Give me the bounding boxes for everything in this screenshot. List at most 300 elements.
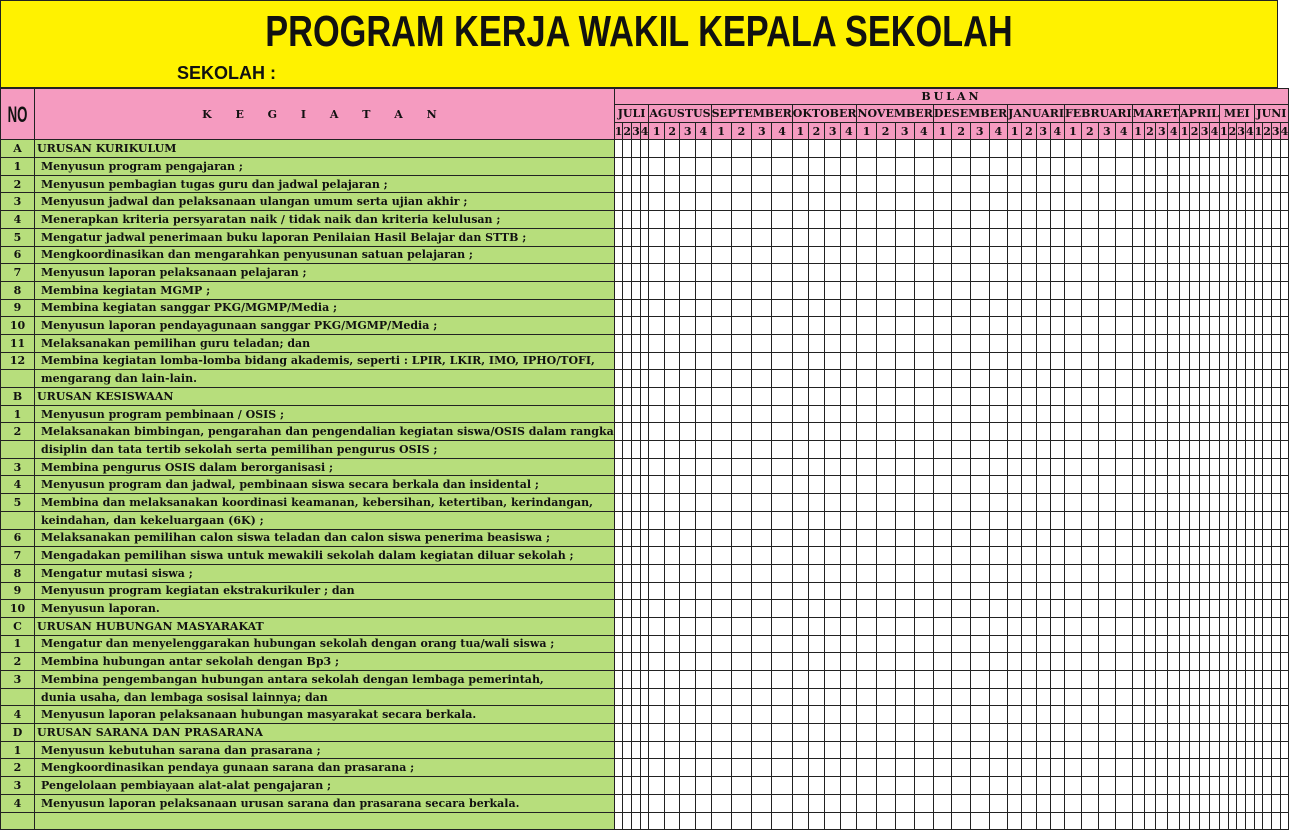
schedule-cell[interactable] (1156, 600, 1168, 618)
schedule-cell[interactable] (876, 158, 895, 176)
schedule-cell[interactable] (841, 158, 857, 176)
schedule-cell[interactable] (1050, 334, 1064, 352)
schedule-cell[interactable] (1254, 458, 1263, 476)
schedule-cell[interactable] (680, 441, 696, 459)
schedule-cell[interactable] (792, 724, 808, 742)
schedule-cell[interactable] (680, 334, 696, 352)
schedule-cell[interactable] (680, 317, 696, 335)
schedule-cell[interactable] (1168, 741, 1180, 759)
schedule-cell[interactable] (876, 617, 895, 635)
schedule-cell[interactable] (1081, 759, 1098, 777)
schedule-cell[interactable] (1098, 724, 1115, 742)
schedule-cell[interactable] (664, 299, 680, 317)
schedule-cell[interactable] (1156, 476, 1168, 494)
schedule-cell[interactable] (664, 759, 680, 777)
schedule-cell[interactable] (1254, 759, 1263, 777)
schedule-cell[interactable] (1263, 812, 1272, 830)
schedule-cell[interactable] (1008, 228, 1022, 246)
schedule-cell[interactable] (772, 724, 792, 742)
schedule-cell[interactable] (696, 211, 712, 229)
schedule-cell[interactable] (711, 476, 731, 494)
schedule-cell[interactable] (792, 777, 808, 795)
schedule-cell[interactable] (857, 724, 876, 742)
schedule-cell[interactable] (614, 246, 623, 264)
schedule-cell[interactable] (1022, 564, 1036, 582)
schedule-cell[interactable] (1280, 777, 1289, 795)
schedule-cell[interactable] (1254, 158, 1263, 176)
schedule-cell[interactable] (1200, 405, 1210, 423)
schedule-cell[interactable] (1036, 529, 1050, 547)
schedule-cell[interactable] (696, 423, 712, 441)
schedule-cell[interactable] (1190, 352, 1200, 370)
schedule-cell[interactable] (1210, 529, 1220, 547)
schedule-cell[interactable] (1180, 264, 1190, 282)
schedule-cell[interactable] (952, 423, 971, 441)
schedule-cell[interactable] (632, 264, 641, 282)
schedule-cell[interactable] (1008, 405, 1022, 423)
schedule-cell[interactable] (857, 706, 876, 724)
schedule-cell[interactable] (1190, 494, 1200, 512)
schedule-cell[interactable] (1168, 635, 1180, 653)
schedule-cell[interactable] (1219, 175, 1228, 193)
schedule-cell[interactable] (1132, 388, 1144, 406)
schedule-cell[interactable] (857, 653, 876, 671)
schedule-cell[interactable] (952, 564, 971, 582)
schedule-cell[interactable] (711, 441, 731, 459)
schedule-cell[interactable] (680, 140, 696, 158)
schedule-cell[interactable] (1263, 741, 1272, 759)
schedule-cell[interactable] (1190, 635, 1200, 653)
schedule-cell[interactable] (841, 370, 857, 388)
schedule-cell[interactable] (1210, 211, 1220, 229)
schedule-cell[interactable] (1210, 140, 1220, 158)
schedule-cell[interactable] (1228, 228, 1237, 246)
schedule-cell[interactable] (808, 405, 824, 423)
schedule-cell[interactable] (680, 794, 696, 812)
schedule-cell[interactable] (989, 600, 1008, 618)
schedule-cell[interactable] (876, 405, 895, 423)
schedule-cell[interactable] (825, 777, 841, 795)
schedule-cell[interactable] (1098, 458, 1115, 476)
schedule-cell[interactable] (808, 158, 824, 176)
schedule-cell[interactable] (731, 724, 751, 742)
schedule-cell[interactable] (632, 688, 641, 706)
schedule-cell[interactable] (649, 423, 665, 441)
schedule-cell[interactable] (640, 653, 649, 671)
schedule-cell[interactable] (1254, 281, 1263, 299)
schedule-cell[interactable] (1036, 388, 1050, 406)
schedule-cell[interactable] (792, 794, 808, 812)
schedule-cell[interactable] (1156, 228, 1168, 246)
schedule-cell[interactable] (841, 794, 857, 812)
schedule-cell[interactable] (1022, 794, 1036, 812)
schedule-cell[interactable] (632, 777, 641, 795)
schedule-cell[interactable] (614, 370, 623, 388)
schedule-cell[interactable] (640, 370, 649, 388)
schedule-cell[interactable] (1190, 794, 1200, 812)
schedule-cell[interactable] (933, 741, 952, 759)
schedule-cell[interactable] (895, 299, 914, 317)
schedule-cell[interactable] (989, 671, 1008, 689)
schedule-cell[interactable] (1263, 193, 1272, 211)
schedule-cell[interactable] (1228, 600, 1237, 618)
schedule-cell[interactable] (895, 158, 914, 176)
schedule-cell[interactable] (711, 175, 731, 193)
schedule-cell[interactable] (1200, 370, 1210, 388)
schedule-cell[interactable] (933, 671, 952, 689)
schedule-cell[interactable] (649, 724, 665, 742)
schedule-cell[interactable] (649, 334, 665, 352)
schedule-cell[interactable] (1210, 777, 1220, 795)
schedule-cell[interactable] (1036, 635, 1050, 653)
schedule-cell[interactable] (1245, 140, 1254, 158)
schedule-cell[interactable] (1064, 175, 1081, 193)
schedule-cell[interactable] (1050, 281, 1064, 299)
schedule-cell[interactable] (1245, 264, 1254, 282)
schedule-cell[interactable] (914, 193, 933, 211)
schedule-cell[interactable] (623, 617, 632, 635)
schedule-cell[interactable] (731, 228, 751, 246)
schedule-cell[interactable] (1168, 281, 1180, 299)
schedule-cell[interactable] (1245, 724, 1254, 742)
schedule-cell[interactable] (857, 370, 876, 388)
schedule-cell[interactable] (1219, 635, 1228, 653)
schedule-cell[interactable] (1115, 529, 1132, 547)
schedule-cell[interactable] (1271, 564, 1280, 582)
schedule-cell[interactable] (1022, 299, 1036, 317)
schedule-cell[interactable] (1263, 671, 1272, 689)
schedule-cell[interactable] (1280, 582, 1289, 600)
schedule-cell[interactable] (952, 600, 971, 618)
schedule-cell[interactable] (857, 388, 876, 406)
schedule-cell[interactable] (696, 564, 712, 582)
schedule-cell[interactable] (1228, 794, 1237, 812)
schedule-cell[interactable] (772, 494, 792, 512)
schedule-cell[interactable] (1168, 671, 1180, 689)
schedule-cell[interactable] (1263, 564, 1272, 582)
schedule-cell[interactable] (1064, 741, 1081, 759)
schedule-cell[interactable] (1050, 688, 1064, 706)
schedule-cell[interactable] (792, 211, 808, 229)
schedule-cell[interactable] (952, 140, 971, 158)
schedule-cell[interactable] (970, 193, 989, 211)
schedule-cell[interactable] (664, 812, 680, 830)
schedule-cell[interactable] (857, 264, 876, 282)
schedule-cell[interactable] (664, 388, 680, 406)
schedule-cell[interactable] (825, 511, 841, 529)
schedule-cell[interactable] (1008, 794, 1022, 812)
schedule-cell[interactable] (1050, 193, 1064, 211)
schedule-cell[interactable] (952, 511, 971, 529)
schedule-cell[interactable] (752, 352, 772, 370)
schedule-cell[interactable] (1168, 600, 1180, 618)
schedule-cell[interactable] (895, 423, 914, 441)
schedule-cell[interactable] (649, 582, 665, 600)
schedule-cell[interactable] (680, 671, 696, 689)
schedule-cell[interactable] (1190, 140, 1200, 158)
schedule-cell[interactable] (731, 741, 751, 759)
schedule-cell[interactable] (1190, 529, 1200, 547)
schedule-cell[interactable] (623, 759, 632, 777)
schedule-cell[interactable] (857, 494, 876, 512)
schedule-cell[interactable] (1098, 388, 1115, 406)
schedule-cell[interactable] (1180, 158, 1190, 176)
schedule-cell[interactable] (1245, 529, 1254, 547)
schedule-cell[interactable] (1280, 529, 1289, 547)
schedule-cell[interactable] (1271, 211, 1280, 229)
schedule-cell[interactable] (640, 582, 649, 600)
schedule-cell[interactable] (1180, 794, 1190, 812)
schedule-cell[interactable] (632, 228, 641, 246)
schedule-cell[interactable] (614, 617, 623, 635)
schedule-cell[interactable] (1280, 352, 1289, 370)
schedule-cell[interactable] (1271, 388, 1280, 406)
schedule-cell[interactable] (952, 299, 971, 317)
schedule-cell[interactable] (808, 370, 824, 388)
schedule-cell[interactable] (1280, 635, 1289, 653)
schedule-cell[interactable] (841, 476, 857, 494)
schedule-cell[interactable] (1132, 352, 1144, 370)
schedule-cell[interactable] (1064, 564, 1081, 582)
schedule-cell[interactable] (640, 706, 649, 724)
schedule-cell[interactable] (1098, 370, 1115, 388)
schedule-cell[interactable] (792, 264, 808, 282)
schedule-cell[interactable] (808, 246, 824, 264)
schedule-cell[interactable] (1168, 617, 1180, 635)
schedule-cell[interactable] (772, 281, 792, 299)
schedule-cell[interactable] (1036, 228, 1050, 246)
schedule-cell[interactable] (1200, 511, 1210, 529)
schedule-cell[interactable] (1210, 405, 1220, 423)
schedule-cell[interactable] (1098, 547, 1115, 565)
schedule-cell[interactable] (1115, 281, 1132, 299)
schedule-cell[interactable] (1144, 370, 1156, 388)
schedule-cell[interactable] (841, 246, 857, 264)
schedule-cell[interactable] (1050, 140, 1064, 158)
schedule-cell[interactable] (1036, 211, 1050, 229)
schedule-cell[interactable] (876, 653, 895, 671)
schedule-cell[interactable] (752, 564, 772, 582)
schedule-cell[interactable] (772, 388, 792, 406)
schedule-cell[interactable] (1280, 334, 1289, 352)
schedule-cell[interactable] (1280, 564, 1289, 582)
schedule-cell[interactable] (808, 511, 824, 529)
schedule-cell[interactable] (1022, 671, 1036, 689)
schedule-cell[interactable] (772, 794, 792, 812)
schedule-cell[interactable] (1144, 741, 1156, 759)
schedule-cell[interactable] (914, 334, 933, 352)
schedule-cell[interactable] (989, 299, 1008, 317)
schedule-cell[interactable] (895, 617, 914, 635)
schedule-cell[interactable] (711, 193, 731, 211)
schedule-cell[interactable] (792, 405, 808, 423)
schedule-cell[interactable] (895, 582, 914, 600)
schedule-cell[interactable] (1271, 759, 1280, 777)
schedule-cell[interactable] (696, 635, 712, 653)
schedule-cell[interactable] (1219, 405, 1228, 423)
schedule-cell[interactable] (711, 334, 731, 352)
schedule-cell[interactable] (649, 741, 665, 759)
schedule-cell[interactable] (1050, 617, 1064, 635)
schedule-cell[interactable] (1036, 193, 1050, 211)
schedule-cell[interactable] (1036, 281, 1050, 299)
schedule-cell[interactable] (808, 211, 824, 229)
schedule-cell[interactable] (1050, 635, 1064, 653)
schedule-cell[interactable] (1200, 547, 1210, 565)
schedule-cell[interactable] (895, 388, 914, 406)
schedule-cell[interactable] (731, 264, 751, 282)
schedule-cell[interactable] (1050, 352, 1064, 370)
schedule-cell[interactable] (792, 281, 808, 299)
schedule-cell[interactable] (1022, 759, 1036, 777)
schedule-cell[interactable] (808, 653, 824, 671)
schedule-cell[interactable] (1263, 264, 1272, 282)
schedule-cell[interactable] (614, 511, 623, 529)
schedule-cell[interactable] (1081, 635, 1098, 653)
schedule-cell[interactable] (1271, 494, 1280, 512)
schedule-cell[interactable] (731, 441, 751, 459)
schedule-cell[interactable] (1036, 688, 1050, 706)
schedule-cell[interactable] (1237, 564, 1246, 582)
schedule-cell[interactable] (1263, 494, 1272, 512)
schedule-cell[interactable] (808, 547, 824, 565)
schedule-cell[interactable] (1050, 494, 1064, 512)
schedule-cell[interactable] (1263, 529, 1272, 547)
schedule-cell[interactable] (1190, 246, 1200, 264)
schedule-cell[interactable] (808, 175, 824, 193)
schedule-cell[interactable] (711, 741, 731, 759)
schedule-cell[interactable] (664, 724, 680, 742)
schedule-cell[interactable] (1180, 706, 1190, 724)
schedule-cell[interactable] (614, 352, 623, 370)
schedule-cell[interactable] (1219, 688, 1228, 706)
schedule-cell[interactable] (1022, 334, 1036, 352)
schedule-cell[interactable] (752, 653, 772, 671)
schedule-cell[interactable] (989, 547, 1008, 565)
schedule-cell[interactable] (1263, 688, 1272, 706)
schedule-cell[interactable] (664, 635, 680, 653)
schedule-cell[interactable] (1245, 511, 1254, 529)
schedule-cell[interactable] (914, 741, 933, 759)
schedule-cell[interactable] (1200, 777, 1210, 795)
schedule-cell[interactable] (623, 494, 632, 512)
schedule-cell[interactable] (1254, 246, 1263, 264)
schedule-cell[interactable] (1064, 334, 1081, 352)
schedule-cell[interactable] (1132, 688, 1144, 706)
schedule-cell[interactable] (952, 494, 971, 512)
schedule-cell[interactable] (1156, 812, 1168, 830)
schedule-cell[interactable] (1200, 741, 1210, 759)
schedule-cell[interactable] (1280, 706, 1289, 724)
schedule-cell[interactable] (1036, 158, 1050, 176)
schedule-cell[interactable] (664, 671, 680, 689)
schedule-cell[interactable] (1115, 617, 1132, 635)
schedule-cell[interactable] (1022, 582, 1036, 600)
schedule-cell[interactable] (731, 476, 751, 494)
schedule-cell[interactable] (1200, 158, 1210, 176)
schedule-cell[interactable] (1132, 794, 1144, 812)
schedule-cell[interactable] (1180, 671, 1190, 689)
schedule-cell[interactable] (696, 812, 712, 830)
schedule-cell[interactable] (825, 741, 841, 759)
schedule-cell[interactable] (1050, 175, 1064, 193)
schedule-cell[interactable] (1219, 281, 1228, 299)
schedule-cell[interactable] (876, 511, 895, 529)
schedule-cell[interactable] (933, 759, 952, 777)
schedule-cell[interactable] (1190, 600, 1200, 618)
schedule-cell[interactable] (731, 458, 751, 476)
schedule-cell[interactable] (1156, 511, 1168, 529)
schedule-cell[interactable] (857, 564, 876, 582)
schedule-cell[interactable] (1168, 777, 1180, 795)
schedule-cell[interactable] (1245, 158, 1254, 176)
schedule-cell[interactable] (772, 547, 792, 565)
schedule-cell[interactable] (895, 724, 914, 742)
schedule-cell[interactable] (1132, 724, 1144, 742)
schedule-cell[interactable] (680, 388, 696, 406)
schedule-cell[interactable] (895, 688, 914, 706)
schedule-cell[interactable] (623, 564, 632, 582)
schedule-cell[interactable] (752, 405, 772, 423)
schedule-cell[interactable] (1168, 812, 1180, 830)
schedule-cell[interactable] (731, 812, 751, 830)
schedule-cell[interactable] (1180, 140, 1190, 158)
schedule-cell[interactable] (1022, 706, 1036, 724)
schedule-cell[interactable] (933, 511, 952, 529)
schedule-cell[interactable] (1008, 600, 1022, 618)
schedule-cell[interactable] (711, 564, 731, 582)
schedule-cell[interactable] (1190, 193, 1200, 211)
schedule-cell[interactable] (1219, 777, 1228, 795)
schedule-cell[interactable] (1036, 547, 1050, 565)
schedule-cell[interactable] (731, 671, 751, 689)
schedule-cell[interactable] (1271, 458, 1280, 476)
schedule-cell[interactable] (1081, 299, 1098, 317)
schedule-cell[interactable] (1263, 281, 1272, 299)
schedule-cell[interactable] (731, 388, 751, 406)
schedule-cell[interactable] (640, 334, 649, 352)
schedule-cell[interactable] (933, 635, 952, 653)
schedule-cell[interactable] (914, 246, 933, 264)
schedule-cell[interactable] (989, 635, 1008, 653)
schedule-cell[interactable] (664, 370, 680, 388)
schedule-cell[interactable] (825, 246, 841, 264)
schedule-cell[interactable] (632, 175, 641, 193)
schedule-cell[interactable] (1081, 777, 1098, 795)
schedule-cell[interactable] (1210, 334, 1220, 352)
schedule-cell[interactable] (970, 741, 989, 759)
schedule-cell[interactable] (1180, 388, 1190, 406)
schedule-cell[interactable] (1022, 388, 1036, 406)
schedule-cell[interactable] (1271, 423, 1280, 441)
schedule-cell[interactable] (680, 476, 696, 494)
schedule-cell[interactable] (895, 264, 914, 282)
schedule-cell[interactable] (970, 688, 989, 706)
schedule-cell[interactable] (1050, 441, 1064, 459)
schedule-cell[interactable] (841, 511, 857, 529)
schedule-cell[interactable] (731, 175, 751, 193)
schedule-cell[interactable] (1050, 812, 1064, 830)
schedule-cell[interactable] (1132, 582, 1144, 600)
schedule-cell[interactable] (632, 511, 641, 529)
schedule-cell[interactable] (825, 476, 841, 494)
schedule-cell[interactable] (1228, 582, 1237, 600)
schedule-cell[interactable] (1132, 741, 1144, 759)
schedule-cell[interactable] (752, 671, 772, 689)
schedule-cell[interactable] (640, 228, 649, 246)
schedule-cell[interactable] (841, 423, 857, 441)
schedule-cell[interactable] (1036, 564, 1050, 582)
